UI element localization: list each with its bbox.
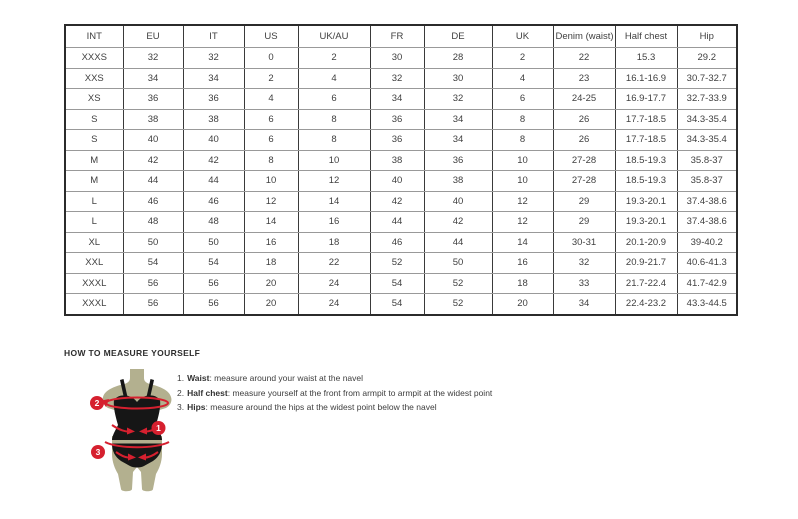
table-row <box>65 89 737 110</box>
table-cell: 32.7-33.9 <box>677 89 737 110</box>
table-cell: 10 <box>492 171 553 192</box>
table-cell: 36 <box>370 130 424 151</box>
table-cell: L <box>65 212 123 233</box>
table-cell: 18 <box>244 253 298 274</box>
table-cell: 14 <box>492 232 553 253</box>
badge-waist-number: 1 <box>156 423 161 433</box>
table-cell: 16 <box>492 253 553 274</box>
table-cell: 34 <box>424 130 492 151</box>
table-cell: 38 <box>183 109 244 130</box>
table-cell: 35.8-37 <box>677 171 737 192</box>
table-cell: 52 <box>370 253 424 274</box>
table-cell: 29 <box>553 212 615 233</box>
table-cell: 29.2 <box>677 48 737 69</box>
table-cell: 32 <box>183 48 244 69</box>
table-cell: 52 <box>424 294 492 315</box>
table-cell: 56 <box>123 294 183 315</box>
table-cell: 54 <box>370 294 424 315</box>
table-cell: 44 <box>183 171 244 192</box>
table-cell: 30-31 <box>553 232 615 253</box>
step-label: Waist <box>187 373 210 383</box>
table-cell: 10 <box>244 171 298 192</box>
table-row <box>65 191 737 212</box>
step-label: Half chest <box>187 387 228 398</box>
table-cell: 54 <box>123 253 183 274</box>
table-cell: 35.8-37 <box>677 150 737 171</box>
table-cell: 32 <box>370 68 424 89</box>
table-cell: XXXS <box>65 48 123 69</box>
table-cell: 48 <box>123 212 183 233</box>
table-cell: 15.3 <box>615 48 677 69</box>
table-cell: XXS <box>65 68 123 89</box>
table-cell: 32 <box>123 48 183 69</box>
table-cell: 37.4-38.6 <box>677 212 737 233</box>
table-cell: 44 <box>370 212 424 233</box>
table-cell: 8 <box>244 150 298 171</box>
badge-chest <box>90 396 104 410</box>
table-row <box>65 253 737 274</box>
table-cell: 17.7-18.5 <box>615 109 677 130</box>
table-cell: 48 <box>183 212 244 233</box>
table-header <box>65 25 737 48</box>
table-cell: XXXL <box>65 294 123 315</box>
step-description: : measure yourself at the front from armpit to armpit at the widest point <box>227 387 493 398</box>
table-cell: XL <box>65 232 123 253</box>
table-cell: 22 <box>298 253 370 274</box>
table-cell: 16 <box>298 212 370 233</box>
table-cell: 42 <box>424 212 492 233</box>
column-header-uk: UK <box>492 25 553 48</box>
table-cell: 34.3-35.4 <box>677 109 737 130</box>
table-cell: 16.1-16.9 <box>615 68 677 89</box>
table-cell: 6 <box>244 130 298 151</box>
column-header-it: IT <box>183 25 244 48</box>
table-cell: 38 <box>424 171 492 192</box>
table-cell: XS <box>65 89 123 110</box>
table-cell: 44 <box>123 171 183 192</box>
table-cell: 43.3-44.5 <box>677 294 737 315</box>
table-cell: M <box>65 150 123 171</box>
table-cell: 56 <box>183 294 244 315</box>
table-cell: 34.3-35.4 <box>677 130 737 151</box>
table-cell: 54 <box>183 253 244 274</box>
table-row <box>65 48 737 69</box>
measure-step-half-chest <box>177 389 492 398</box>
table-cell: L <box>65 191 123 212</box>
table-cell: 24 <box>298 273 370 294</box>
table-cell: 8 <box>492 109 553 130</box>
table-cell: 34 <box>424 109 492 130</box>
table-cell: 4 <box>492 68 553 89</box>
table-cell: 26 <box>553 109 615 130</box>
table-cell: 42 <box>123 150 183 171</box>
table-cell: 26 <box>553 130 615 151</box>
table-cell: 8 <box>298 130 370 151</box>
table-cell: 12 <box>492 191 553 212</box>
table-cell: 54 <box>370 273 424 294</box>
table-cell: 32 <box>553 253 615 274</box>
badge-chest-number: 2 <box>94 398 100 408</box>
table-cell: 40 <box>424 191 492 212</box>
table-cell: 36 <box>424 150 492 171</box>
table-cell: 14 <box>244 212 298 233</box>
table-cell: S <box>65 109 123 130</box>
step-description: : measure around your waist at the navel <box>209 373 364 383</box>
table-cell: 4 <box>244 89 298 110</box>
table-cell: 30 <box>424 68 492 89</box>
step-label: Hips <box>187 402 206 412</box>
measure-step-hips <box>177 403 492 412</box>
size-conversion-table <box>64 24 738 316</box>
table-row <box>65 294 737 315</box>
table-row <box>65 232 737 253</box>
table-cell: 38 <box>370 150 424 171</box>
table-row <box>65 273 737 294</box>
table-cell: 38 <box>123 109 183 130</box>
table-cell: 52 <box>424 273 492 294</box>
table-cell: 33 <box>553 273 615 294</box>
table-cell: 36 <box>123 89 183 110</box>
table-cell: 8 <box>298 109 370 130</box>
table-cell: 12 <box>298 171 370 192</box>
table-cell: 39-40.2 <box>677 232 737 253</box>
table-cell: 32 <box>424 89 492 110</box>
badge-waist <box>152 421 166 435</box>
mannequin-figure <box>86 368 188 494</box>
table-cell: 22 <box>553 48 615 69</box>
table-cell: 23 <box>553 68 615 89</box>
table-cell: 46 <box>183 191 244 212</box>
badge-hips <box>91 445 105 459</box>
table-cell: 27-28 <box>553 150 615 171</box>
table-cell: 12 <box>244 191 298 212</box>
table-cell: 24-25 <box>553 89 615 110</box>
column-header-eu: EU <box>123 25 183 48</box>
table-cell: 20 <box>492 294 553 315</box>
table-cell: 19.3-20.1 <box>615 191 677 212</box>
table-cell: 50 <box>424 253 492 274</box>
table-cell: 29 <box>553 191 615 212</box>
table-cell: 34 <box>123 68 183 89</box>
table-row <box>65 171 737 192</box>
table-row <box>65 212 737 233</box>
table-cell: 10 <box>492 150 553 171</box>
table-cell: 16.9-17.7 <box>615 89 677 110</box>
column-header-uk-au: UK/AU <box>298 25 370 48</box>
column-header-hip: Hip <box>677 25 737 48</box>
table-cell: 50 <box>123 232 183 253</box>
table-cell: 18 <box>298 232 370 253</box>
step-number: 1. <box>177 373 185 383</box>
table-row <box>65 109 737 130</box>
table-row <box>65 130 737 151</box>
table-cell: 6 <box>492 89 553 110</box>
table-cell: 27-28 <box>553 171 615 192</box>
measure-section-heading: HOW TO MEASURE YOURSELF <box>64 348 201 358</box>
table-cell: 56 <box>183 273 244 294</box>
table-cell: 18.5-19.3 <box>615 150 677 171</box>
table-cell: 20 <box>244 273 298 294</box>
table-cell: 20.9-21.7 <box>615 253 677 274</box>
table-cell: 19.3-20.1 <box>615 212 677 233</box>
measure-steps-list <box>177 374 492 418</box>
table-cell: 40 <box>183 130 244 151</box>
table-cell: 46 <box>123 191 183 212</box>
column-header-us: US <box>244 25 298 48</box>
table-cell: 34 <box>183 68 244 89</box>
table-cell: 21.7-22.4 <box>615 273 677 294</box>
column-header-de: DE <box>424 25 492 48</box>
table-cell: 34 <box>553 294 615 315</box>
table-cell: M <box>65 171 123 192</box>
table-cell: 10 <box>298 150 370 171</box>
column-header-denim-waist: Denim (waist) <box>553 25 615 48</box>
table-cell: 40.6-41.3 <box>677 253 737 274</box>
table-cell: 2 <box>244 68 298 89</box>
table-row <box>65 150 737 171</box>
table-cell: 34 <box>370 89 424 110</box>
table-cell: 30 <box>370 48 424 69</box>
table-cell: 36 <box>183 89 244 110</box>
table-cell: 37.4-38.6 <box>677 191 737 212</box>
table-cell: 50 <box>183 232 244 253</box>
table-cell: 8 <box>492 130 553 151</box>
column-header-int: INT <box>65 25 123 48</box>
table-cell: 42 <box>370 191 424 212</box>
column-header-fr: FR <box>370 25 424 48</box>
table-cell: 6 <box>244 109 298 130</box>
step-number: 2. <box>177 387 185 398</box>
table-cell: 30.7-32.7 <box>677 68 737 89</box>
table-cell: S <box>65 130 123 151</box>
table-cell: 40 <box>370 171 424 192</box>
table-cell: 41.7-42.9 <box>677 273 737 294</box>
table-cell: 42 <box>183 150 244 171</box>
table-row <box>65 68 737 89</box>
table-cell: 4 <box>298 68 370 89</box>
table-cell: XXL <box>65 253 123 274</box>
table-cell: 44 <box>424 232 492 253</box>
column-header-half-chest: Half chest <box>615 25 677 48</box>
step-description: : measure around the hips at the widest point below the navel <box>205 402 437 412</box>
header-row <box>65 25 737 48</box>
table-cell: XXXL <box>65 273 123 294</box>
table-cell: 40 <box>123 130 183 151</box>
step-number: 3. <box>177 402 185 412</box>
table-cell: 0 <box>244 48 298 69</box>
table-cell: 2 <box>492 48 553 69</box>
table-cell: 18 <box>492 273 553 294</box>
table-cell: 22.4-23.2 <box>615 294 677 315</box>
table-cell: 46 <box>370 232 424 253</box>
table-cell: 28 <box>424 48 492 69</box>
measure-step-waist <box>177 374 492 383</box>
table-cell: 12 <box>492 212 553 233</box>
table-cell: 20.1-20.9 <box>615 232 677 253</box>
table-cell: 36 <box>370 109 424 130</box>
table-cell: 6 <box>298 89 370 110</box>
table-cell: 56 <box>123 273 183 294</box>
table-cell: 24 <box>298 294 370 315</box>
table-cell: 18.5-19.3 <box>615 171 677 192</box>
table-cell: 20 <box>244 294 298 315</box>
table-cell: 14 <box>298 191 370 212</box>
table-cell: 17.7-18.5 <box>615 130 677 151</box>
badge-hips-number: 3 <box>95 447 101 457</box>
table-cell: 2 <box>298 48 370 69</box>
table-cell: 16 <box>244 232 298 253</box>
mannequin-illustration <box>86 368 188 494</box>
size-table-body <box>65 48 737 315</box>
